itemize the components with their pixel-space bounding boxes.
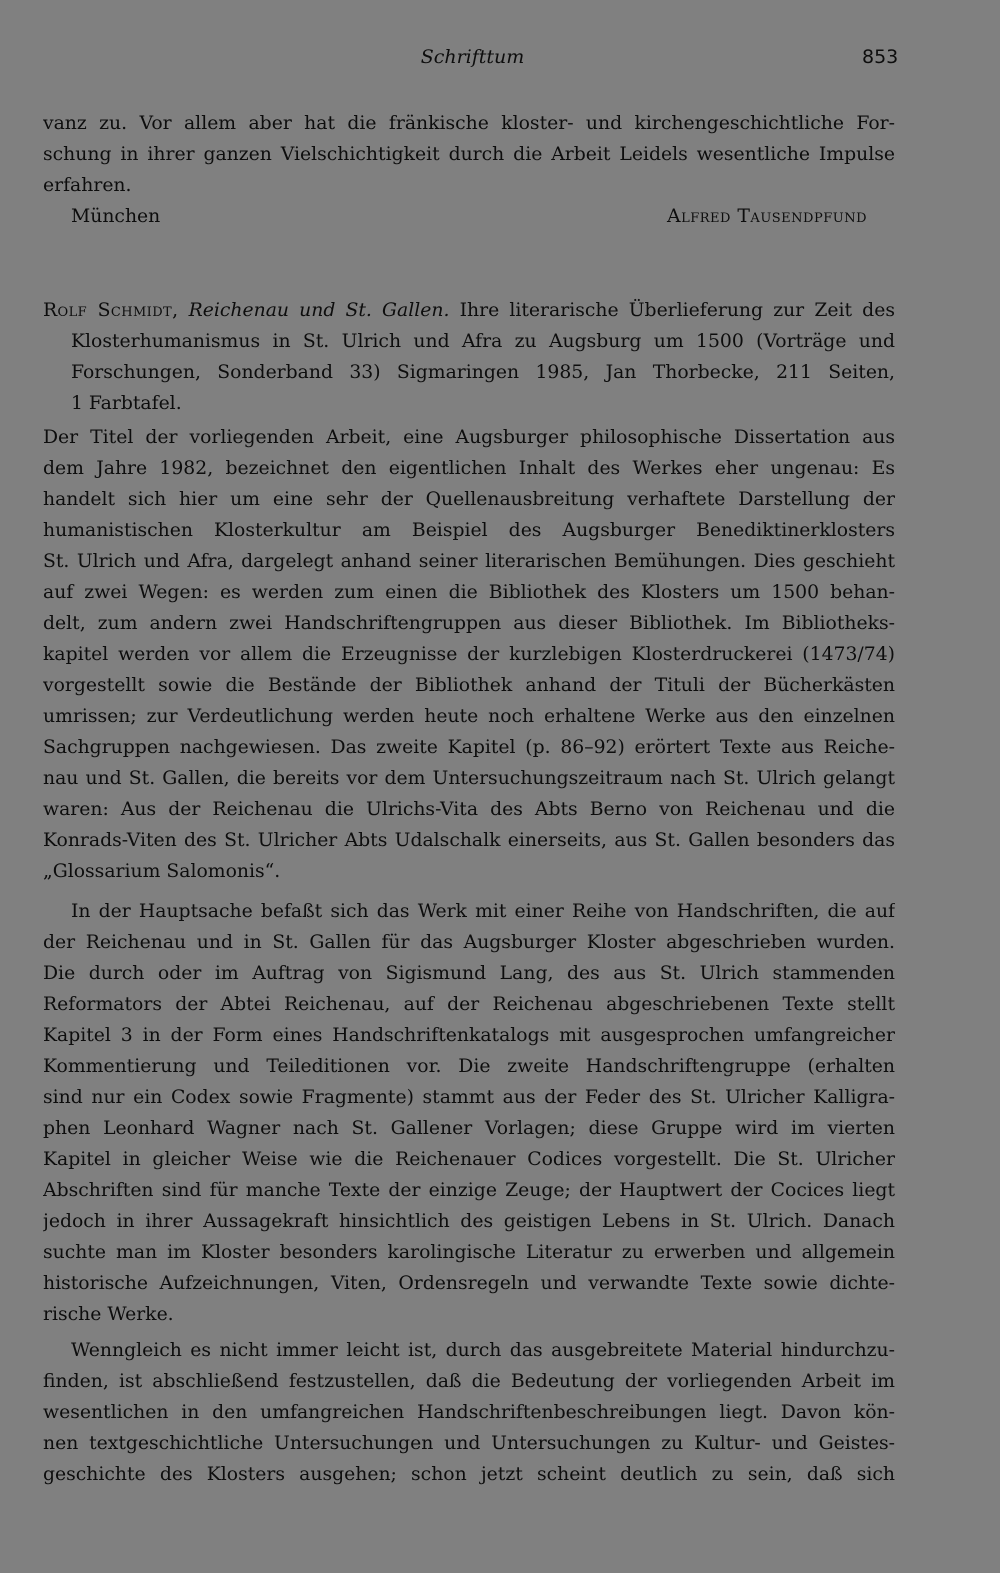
- running-header: [0, 42, 1000, 72]
- text-line: finden, ist abschließend festzustellen, daß die Bedeutung der vorliegenden Arbeit im: [43, 1371, 895, 1392]
- top-paragraph: [43, 108, 895, 201]
- paragraph-2: [43, 896, 895, 1330]
- text-line: umrissen; zur Verdeutlichung werden heute noch erhaltene Werke aus den einzelnen: [43, 706, 895, 727]
- text-line: waren: Aus der Reichenau die Ulrichs-Vita des Abts Berno von Reichenau und die: [43, 799, 895, 820]
- entry-subtitle: Ihre literarische Überlieferung zur Zeit des: [449, 300, 895, 321]
- text-line: Kapitel in gleicher Weise wie die Reichenauer Codices vorgestellt. Die St. Ulricher: [43, 1149, 895, 1170]
- text-line: nen textgeschichtliche Untersuchungen und Untersuchungen zu Kultur- und Geistes-: [43, 1433, 895, 1454]
- text-line: wesentlichen in den umfangreichen Handschriftenbeschreibungen liegt. Davon kön-: [43, 1402, 895, 1423]
- entry-author: Rolf Schmidt,: [43, 300, 179, 321]
- text-line: schung in ihrer ganzen Vielschichtigkeit durch die Arbeit Leidels wesentliche Impulse: [43, 144, 895, 165]
- text-line: vanz zu. Vor allem aber hat die fränkische kloster- und kirchengeschichtliche For-: [43, 113, 895, 134]
- text-line: Kommentierung und Teileditionen vor. Die zweite Handschriftengruppe (erhalten: [43, 1056, 895, 1077]
- entry-title: Reichenau und St. Gallen.: [188, 300, 450, 321]
- paragraph-1: [43, 422, 895, 887]
- entry-line: Klosterhumanismus in St. Ulrich und Afra zu Augsburg um 1500 (Vorträge und: [71, 331, 895, 352]
- entry-line: 1 Farbtafel.: [71, 393, 182, 414]
- text-line: jedoch in ihrer Aussagekraft hinsichtlich des geistigen Lebens in St. Ulrich. Danach: [43, 1211, 895, 1232]
- page-number: 853: [862, 46, 899, 68]
- text-line: phen Leonhard Wagner nach St. Gallener Vorlagen; diese Gruppe wird im vierten: [43, 1118, 895, 1139]
- text-line: nau und St. Gallen, die bereits vor dem Untersuchungszeitraum nach St. Ulrich gelangt: [43, 768, 895, 789]
- text-line: suchte man im Kloster besonders karolingische Literatur zu erwerben und allgemein: [43, 1242, 895, 1263]
- text-line: Reformators der Abtei Reichenau, auf der Reichenau abgeschriebenen Texte stellt: [43, 994, 895, 1015]
- text-line: vorgestellt sowie die Bestände der Bibliothek anhand der Tituli der Bücherkästen: [43, 675, 895, 696]
- signature-author: Alfred Tausendpfund: [667, 206, 867, 227]
- text-line: handelt sich hier um eine sehr der Quellenausbreitung verhaftete Darstellung der: [43, 489, 895, 510]
- text-line: „Glossarium Salomonis“.: [43, 861, 281, 882]
- text-line: St. Ulrich und Afra, dargelegt anhand seiner literarischen Bemühungen. Dies geschieht: [43, 551, 895, 572]
- text-line: auf zwei Wegen: es werden zum einen die Bibliothek des Klosters um 1500 behan-: [43, 582, 895, 603]
- bibliographic-entry: [43, 295, 895, 419]
- text-line: delt, zum andern zwei Handschriftengruppen aus dieser Bibliothek. Im Bibliotheks-: [43, 613, 895, 634]
- entry-line: Forschungen, Sonderband 33) Sigmaringen 1985, Jan Thorbecke, 211 Seiten,: [71, 362, 895, 383]
- text-line: Wenngleich es nicht immer leicht ist, durch das ausgebreitete Material hindurchzu-: [71, 1340, 895, 1361]
- text-line: der Reichenau und in St. Gallen für das Augsburger Kloster abgeschrieben wurden.: [43, 932, 895, 953]
- text-line: historische Aufzeichnungen, Viten, Ordensregeln und verwandte Texte sowie dichte-: [43, 1273, 895, 1294]
- signature-place: München: [71, 206, 161, 227]
- entry-line: [43, 295, 895, 326]
- text-line: sind nur ein Codex sowie Fragmente) stammt aus der Feder des St. Ulricher Kalligra-: [43, 1087, 895, 1108]
- text-line: dem Jahre 1982, bezeichnet den eigentlichen Inhalt des Werkes eher ungenau: Es: [43, 458, 895, 479]
- text-line: Die durch oder im Auftrag von Sigismund Lang, des aus St. Ulrich stammenden: [43, 963, 895, 984]
- text-line: Konrads-Viten des St. Ulricher Abts Udalschalk einerseits, aus St. Gallen besonders das: [43, 830, 895, 851]
- running-title: Schrifttum: [420, 46, 525, 68]
- review-signature: [43, 201, 895, 232]
- text-line: erfahren.: [43, 175, 132, 196]
- text-line: Abschriften sind für manche Texte der einzige Zeuge; der Hauptwert der Cocices liegt: [43, 1180, 895, 1201]
- text-line: Sachgruppen nachgewiesen. Das zweite Kapitel (p. 86–92) erörtert Texte aus Reiche-: [43, 737, 895, 758]
- text-line: Der Titel der vorliegenden Arbeit, eine Augsburger philosophische Dissertation aus: [43, 427, 895, 448]
- text-line: humanistischen Klosterkultur am Beispiel des Augsburger Benediktinerklosters: [43, 520, 895, 541]
- text-line: kapitel werden vor allem die Erzeugnisse der kurzlebigen Klosterdruckerei (1473/74): [43, 644, 895, 665]
- text-line: In der Hauptsache befaßt sich das Werk mit einer Reihe von Handschriften, die auf: [71, 901, 895, 922]
- text-line: geschichte des Klosters ausgehen; schon jetzt scheint deutlich zu sein, daß sich: [43, 1464, 895, 1485]
- text-line: Kapitel 3 in der Form eines Handschriftenkatalogs mit ausgesprochen umfangreicher: [43, 1025, 895, 1046]
- text-line: rische Werke.: [43, 1304, 174, 1325]
- paragraph-3: [43, 1335, 895, 1490]
